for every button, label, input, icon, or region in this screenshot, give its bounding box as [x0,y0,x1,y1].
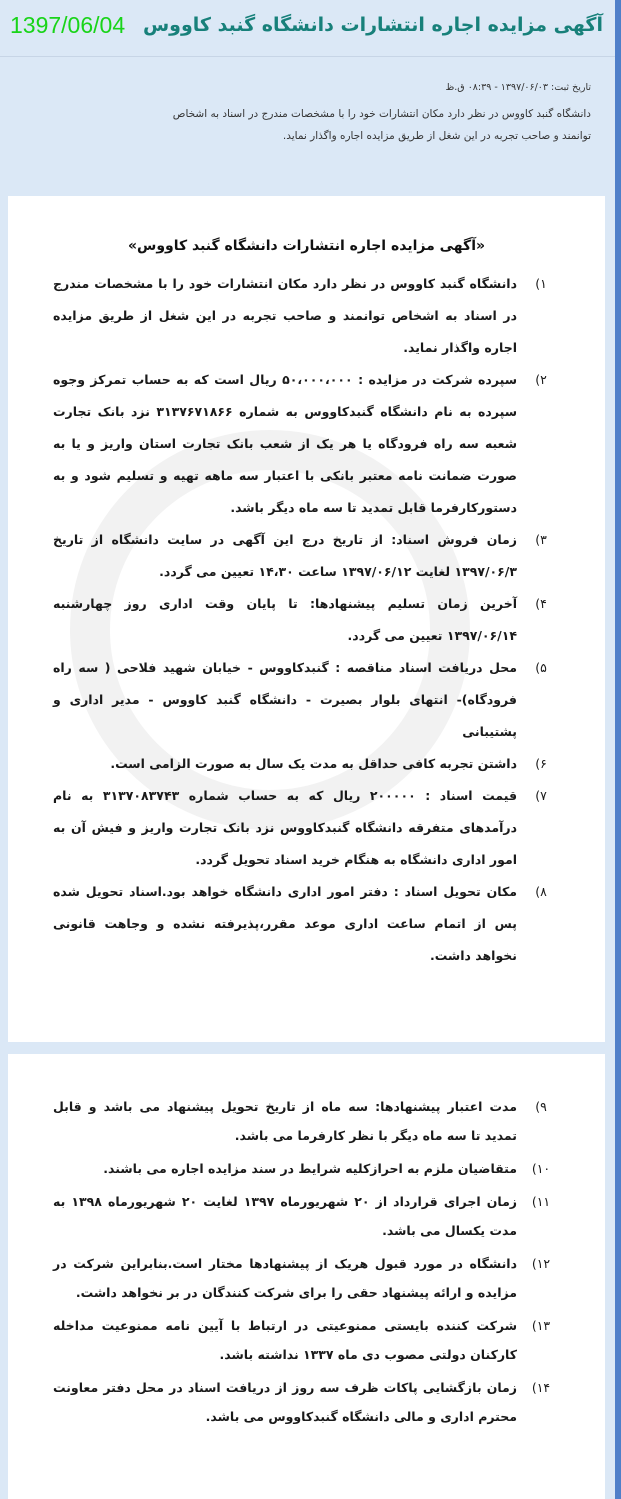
item-text: مدت اعتبار پیشنهادها: سه ماه از تاریخ تحویل پیشنهاد می باشد و قابل تمدید تا سه ماه دیگر با نظر کارفرما می باشد. [53,1099,517,1143]
item-number: ۸) [535,884,547,899]
item-number: ۵) [535,660,547,675]
list-item [53,876,565,972]
item-number: ۳) [535,532,547,547]
item-number: ۱) [535,276,547,291]
item-number: ۱۲) [531,1256,551,1271]
item-text: دانشگاه گنبد کاووس در نظر دارد مکان انتشارات خود را با مشخصات مندرج در اسناد به اشخاص توانمند و صاحب تجربه در این شغل از طریق مزایده اجاره واگذار نماید. [53,276,517,355]
list-item [53,1249,565,1307]
item-number: ۶) [535,756,547,771]
item-number: ۴) [535,596,547,611]
item-text: مکان تحویل اسناد : دفتر امور اداری دانشگاه خواهد بود.اسناد تحویل شده پس از اتمام ساعت اداری موعد مقرر،پذیرفته نشده و وجاهت قانونی نخواهد داشت. [53,884,517,963]
meta [171,82,591,147]
item-text: زمان فروش اسناد: از تاریخ درج این آگهی در سایت دانشگاه از تاریخ ۱۳۹۷/۰۶/۳ لغایت ۱۳۹۷/۰۶/۱۲ ساعت ۱۴،۳۰ تعیین می گردد. [53,532,517,579]
list-item [53,364,565,524]
date-stamp: 1397/06/04 [10,12,126,38]
item-list-2 [8,1092,605,1431]
item-number: ۲) [535,372,547,387]
item-text: دانشگاه در مورد قبول هریک از پیشنهادها مختار است.بنابراین شرکت در مزایده و ارائه پیشنهاد حقی را برای شرکت کنندگان در بر نخواهد داشت. [53,1256,517,1300]
item-text: زمان بازگشایی پاکات ظرف سه روز از دریافت اسناد در محل دفتر معاونت محترم اداری و مالی دانشگاه گنبدکاووس می باشد. [53,1380,517,1424]
list-item [53,652,565,748]
header [0,0,615,57]
item-number: ۱۳) [531,1318,551,1333]
item-number: ۱۱) [531,1194,551,1209]
page-title: آگهی مزایده اجاره انتشارات دانشگاه گنبد کاووس [142,14,603,36]
list-item [53,1373,565,1431]
list-item [53,1187,565,1245]
item-number: ۷) [535,788,547,803]
document-title: «آگهی مزایده اجاره انتشارات دانشگاه گنبد کاووس» [127,238,486,254]
item-text: قیمت اسناد : ۲۰۰۰۰۰ ریال که به حساب شماره ۳۱۳۷۰۸۳۷۴۳ به نام درآمدهای متفرقه دانشگاه گنبدکاووس نزد بانک تجارت واریز و فیش آن به امور اداری دانشگاه به هنگام خرید اسناد تحویل گردد. [53,788,518,867]
right-border [615,0,621,1499]
item-text: متقاضیان ملزم به احرازکلیه شرایط در سند مزایده اجاره می باشند. [103,1161,517,1176]
list-item [53,1092,565,1150]
document-page-2 [8,1054,605,1499]
item-text: زمان اجرای قرارداد از ۲۰ شهریورماه ۱۳۹۷ لغایت ۲۰ شهریورماه ۱۳۹۸ به مدت یکسال می باشد. [53,1194,518,1238]
registration-date: تاریخ ثبت: ۱۳۹۷/۰۶/۰۳ - ۰۸:۳۹ ق.ظ [445,82,591,93]
item-number: ۹) [535,1099,547,1114]
item-number: ۱۴) [531,1380,551,1395]
list-item [53,780,565,876]
item-list [8,268,605,972]
list-item [53,268,565,364]
summary: دانشگاه گنبد کاووس در نظر دارد مکان انتشارات خود را با مشخصات مندرج در اسناد به اشخاص توانمند و صاحب تجربه در این شغل از طریق مزایده اجاره واگذار نماید. [172,108,591,142]
document-page-1 [8,196,605,1042]
item-text: شرکت کننده بایستی ممنوعیتی در ارتباط با آیین نامه ممنوعیت مداخله کارکنان دولتی مصوب دی ماه ۱۳۳۷ نداشته باشد. [53,1318,517,1362]
list-item [53,588,565,652]
item-text: محل دریافت اسناد مناقصه : گنبدکاووس - خیابان شهید فلاحی ( سه راه فرودگاه)- انتهای بلوار بصیرت - دانشگاه گنبد کاووس - مدیر اداری و پشتیبانی [53,660,517,739]
list-item [53,748,565,780]
list-item [53,524,565,588]
item-text: آخرین زمان تسلیم پیشنهادها: تا پایان وقت اداری روز چهارشنبه ۱۳۹۷/۰۶/۱۴ تعیین می گردد. [53,596,517,643]
item-text: سپرده شرکت در مزایده : ۵۰،۰۰۰،۰۰۰ ریال است که به حساب تمرکز وجوه سپرده به نام دانشگاه گنبدکاووس به شماره ۳۱۳۷۶۷۱۸۶۶ نزد بانک تجارت شعبه سه راه فرودگاه یا هر یک از شعب بانک تجارت استان واریز و یا به صورت ضمانت نامه معتبر بانکی با اعتبار سه ماهه تهیه و تسلیم شود و به دستورکارفرما قابل تمدید تا سه ماه دیگر باشد. [53,372,517,515]
list-item [53,1311,565,1369]
item-text: داشتن تجربه کافی حداقل به مدت یک سال به صورت الزامی است. [110,756,517,771]
item-number: ۱۰) [531,1161,551,1176]
list-item [53,1154,565,1183]
